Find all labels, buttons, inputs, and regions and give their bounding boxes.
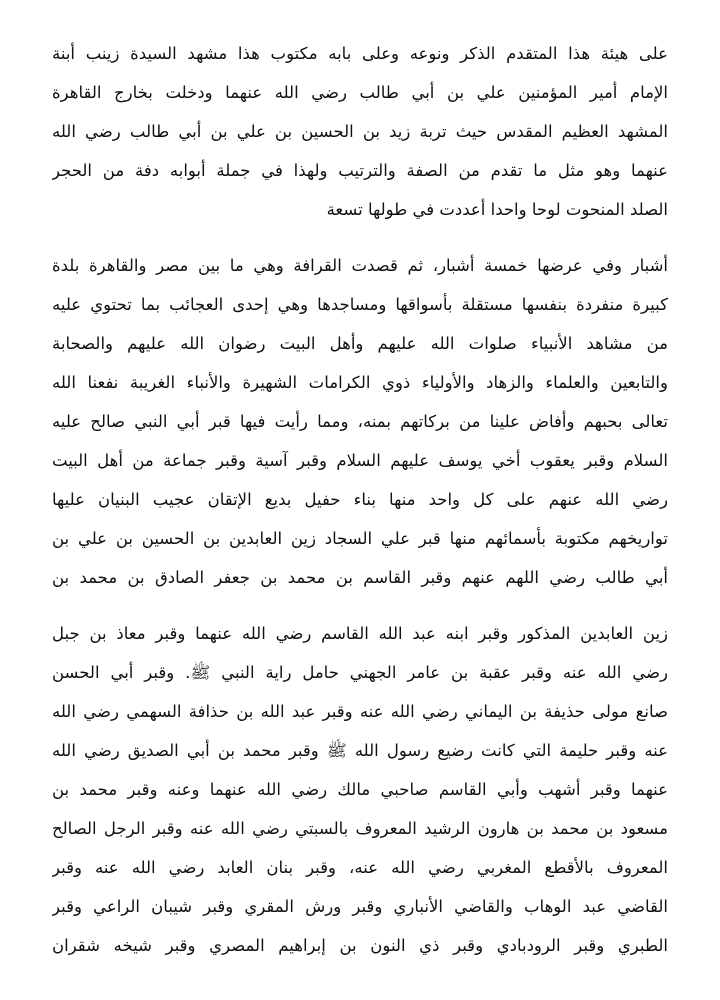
- text-line: صانع مولى حذيفة بن اليماني رضي الله عنه وقبر عبد الله بن حذافة السهمي رضي الله: [52, 702, 668, 721]
- text-line: المعروف بالأقطع المغربي رضي الله عنه، وقبر بنان العابد رضي الله عنه وقبر: [52, 858, 668, 877]
- text-line: القاضي عبد الوهاب والقاضي الأنباري وقبر ورش المقري وقبر شيبان الراعي وقبر: [52, 897, 668, 916]
- text-line: عنهما وقبر أشهب وأبي القاسم صاحبي مالك رضي الله عنهما وعنه وقبر محمد بن: [52, 780, 668, 799]
- text-line: رضي الله عنهم على كل واحد منها بناء حفيل بديع الإتقان عجيب البنيان عليها: [52, 490, 668, 509]
- paragraph-1: [52, 34, 668, 229]
- text-line: عنه وقبر حليمة التي كانت رضيع رسول الله ﷺ وقبر محمد بن أبي الصديق رضي الله: [52, 741, 668, 760]
- paragraph-3: [52, 614, 668, 965]
- text-line: زين العابدين المذكور وقبر ابنه عبد الله القاسم رضي الله عنهما وقبر معاذ بن جبل: [52, 624, 668, 643]
- paragraph-gap: [52, 597, 668, 614]
- text-line: مسعود بن محمد بن هارون الرشيد المعروف بالسبتي رضي الله عنه وقبر الرجل الصالح: [52, 819, 668, 838]
- text-line: السلام وقبر يعقوب أخي يوسف عليهم السلام وقبر آسية وقبر جماعة من أهل البيت: [52, 451, 668, 470]
- text-line: الصلد المنحوت لوحا واحدا أعددت في طولها تسعة: [326, 200, 668, 219]
- text-line: عنهما وهو مثل ما تقدم من الصفة والترتيب ولهذا في جملة أبوابه دفة من الحجر: [52, 161, 668, 180]
- text-line: الإمام أمير المؤمنين علي بن أبي طالب رضي الله عنهما ودخلت بخارج القاهرة: [52, 83, 668, 102]
- text-line: تعالى بحبهم وأفاض علينا من بركاتهم بمنه، ومما رأيت فيها قبر أبي النبي صالح عليه: [52, 412, 668, 431]
- text-line: أشبار وفي عرضها خمسة أشبار، ثم قصدت القرافة وهي ما بين مصر والقاهرة بلدة: [52, 256, 668, 275]
- text-line: والتابعين والعلماء والزهاد والأولياء ذوي الكرامات الشهيرة والأنباء الغريبة نفعنا الله: [52, 373, 668, 392]
- text-line: الطبري وقبر الرودبادي وقبر ذي النون بن إبراهيم المصري وقبر شيخه شقران: [52, 936, 668, 955]
- text-line: كبيرة منفردة بنفسها مستقلة بأسواقها ومساجدها وهي إحدى العجائب بما تحتوي عليه: [52, 295, 668, 314]
- text-line: رضي الله عنه وقبر عقبة بن عامر الجهني حامل راية النبي ﷺ. وقبر أبي الحسن: [52, 663, 668, 682]
- text-line: أبي طالب رضي اللهم عنهم وقبر القاسم بن محمد بن جعفر الصادق بن محمد بن: [52, 568, 668, 587]
- text-line: المشهد العظيم المقدس حيث تربة زيد بن الحسين بن علي بن أبي طالب رضي الله: [52, 122, 668, 141]
- paragraph-2: [52, 246, 668, 597]
- text-line: تواريخهم مكتوبة بأسمائهم منها قبر علي السجاد زين العابدين بن الحسين بن علي بن: [52, 529, 668, 548]
- text-line: على هيئة هذا المتقدم الذكر ونوعه وعلى بابه مكتوب هذا مشهد السيدة زينب أبنة: [52, 44, 668, 63]
- text-line: من مشاهد الأنبياء صلوات الله عليهم وأهل البيت رضوان الله عليهم والصحابة: [52, 334, 668, 353]
- paragraph-gap: [52, 229, 668, 246]
